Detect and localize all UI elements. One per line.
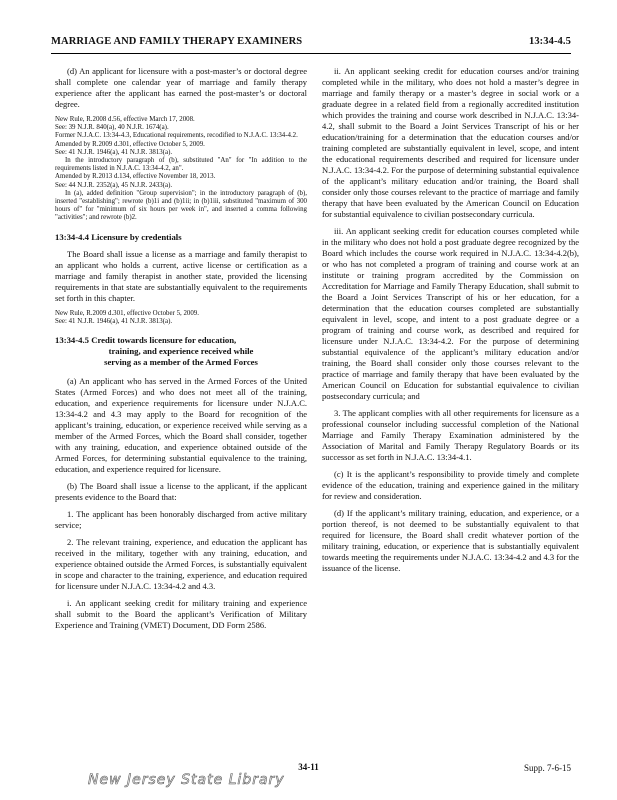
page-number: 34-11 (298, 762, 319, 772)
history-line: See: 41 N.J.R. 1946(a), 41 N.J.R. 3813(a). (55, 317, 173, 325)
heading-line: serving as a member of the Armed Forces (104, 357, 258, 368)
heading-line: 13:34-4.5 Credit towards licensure for education, (55, 335, 237, 346)
item-2-i: i. An applicant seeking credit for military training and experience shall submit to the Board the applicant’s Verification of Military Experience and Training (VMET) Document, DD Form 2586. (55, 598, 307, 631)
history-note-2 (55, 310, 307, 326)
section-heading-4-5 (55, 335, 307, 368)
history-line: See: 39 N.J.R. 840(a), 40 N.J.R. 1674(a). (55, 124, 169, 132)
section-heading-4-4: 13:34-4.4 Licensure by credentials (55, 231, 182, 242)
paragraph-a: (a) An applicant who has served in the Armed Forces of the United States (Armed Forces) and who does not meet all of the training, education, and experience requirements for licensure under N.J.A.C. 13:34-4.2 and 4.3 may apply to the Board for recognition of the applicant’s training, education, or experience received while serving as a member of the Armed Forces, which the Board shall consider, together with any training, education, and experience obtained outside of the Armed Forces, for determining substantial equivalence to the training, education, and experience required for licensure. (55, 376, 307, 475)
history-line: Amended by R.2013 d.134, effective November 18, 2013. (55, 173, 216, 181)
library-watermark: New Jersey State Library (88, 772, 285, 788)
supplement-date: Supp. 7-6-15 (524, 763, 571, 773)
right-column (322, 66, 579, 580)
history-line: In (a), added definition "Group supervision"; in the introductory paragraph of (b), inserted "establishing"; rewrote (b)1i and (b)1ii; in (b)1iii, substituted "maximum of 300 hours of" for "minimum of six hours per week in", and inserted a comma following "activities"; and rewrote (b)2. (55, 189, 307, 222)
paragraph-c: (c) It is the applicant’s responsibility to provide timely and complete evidence of the education, training and experience gained in the military for review and consideration. (322, 469, 579, 501)
history-line: See: 44 N.J.R. 2352(a), 45 N.J.R. 2433(a). (55, 181, 173, 189)
history-line: See: 41 N.J.R. 1946(a), 41 N.J.R. 3813(a). (55, 148, 173, 156)
paragraph-d-2: (d) If the applicant’s military training, education, and experience, or a portion thereof, is not deemed to be substantially equivalent to that required for licensure, the Board shall credit whatever portion of the military training, education, or experience that is substantially equivalent towards meeting the requirements under N.J.A.C. 13:34-4.2 and 4.3 for the issuance of the license. (322, 508, 579, 573)
section-number: 13:34-4.5 (528, 36, 571, 47)
item-3: 3. The applicant complies with all other requirements for licensure as a professional counselor including successful completion of the National Marriage and Family Therapy Examination administered by the Association of Marital and Family Therapy Regulatory Boards or its successor as set forth in N.J.A.C. 13:34-4.1. (322, 408, 579, 462)
header-rule (51, 53, 571, 54)
paragraph-b: (b) The Board shall issue a license to the applicant, if the applicant presents evidence to the Board that: (55, 481, 307, 503)
history-line: New Rule, R.2009 d.301, effective October 5, 2009. (55, 309, 199, 317)
running-title: MARRIAGE AND FAMILY THERAPY EXAMINERS (51, 36, 303, 47)
history-line: Former N.J.A.C. 13:34-4.3, Educational requirements, recodified to N.J.A.C. 13:34-4.2. (55, 132, 298, 140)
paragraph-d: (d) An applicant for licensure with a post-master’s or doctoral degree shall complete one calendar year of marriage and family therapy experience after the applicant has earned the post-master’s or doctoral degree. (55, 66, 307, 109)
item-2-ii: ii. An applicant seeking credit for education courses and/or training completed while in the military, who does not hold a master’s degree in marriage and family therapy or a master’s degree in social work or a graduate degree in a related field from a regionally accredited institution which provides the training and course work described in N.J.A.C. 13:34-4.2, shall submit to the Board a Joint Services Transcript of his or her education/training for a determination that the education courses and/or training completed are substantially equivalent in level, scope, and intent the educational requirements described and required for licensure under N.J.A.C. 13:34-4.2. For the purpose of determining substantial equivalence of the applicant’s military education and/or training, the Board shall consider only those courses relevant to the practice of marriage and family therapy that have been evaluated by the American Council on Education for substantial equivalence to civilian postsecondary curricula. (322, 66, 579, 219)
left-column (55, 66, 307, 637)
history-note-1 (55, 116, 307, 223)
history-line: In the introductory paragraph of (b), substituted "An" for "In addition to the requirements listed in N.J.A.C. 13:34-4.2, an". (55, 157, 307, 173)
section-4-4-text: The Board shall issue a license as a marriage and family therapist to an applicant who holds a current, active license or certification as a marriage and family therapist in another state, provided the licensing requirements in that state are substantially equivalent to the requirements set forth in this chapter. (55, 248, 307, 303)
item-2: 2. The relevant training, experience, and education the applicant has received in the military, together with any training, education, and experience obtained outside the Armed Forces, is substantially equivalent in scope and character to the training, experience, and education required for licensure under N.J.A.C. 13:34-4.2 and 4.3. (55, 537, 307, 592)
history-line: Amended by R.2009 d.301, effective October 5, 2009. (55, 140, 205, 148)
item-1: 1. The applicant has been honorably discharged from active military service; (55, 509, 307, 531)
history-line: New Rule, R.2008 d.56, effective March 17, 2008. (55, 116, 195, 123)
item-2-iii: iii. An applicant seeking credit for education courses completed while in the military who does not hold a post graduate degree recognized by the Board which includes the course work required in N.J.A.C. 13:34-4.2(b), or who has not completed a program of training and course work at an institute or training program accredited by the Commission on Accreditation for Marriage and Family Therapy Education, shall submit to the Board a Joint Services Transcript of his or her education, for a determination that the education courses completed are substantially equivalent in level, scope, and intent to a post graduate degree or a program of training and course work, as described and required for licensure under N.J.A.C. 13:34-4.2. For the purpose of determining substantial equivalence of the applicant’s military education and/or training, the Board shall consider only those courses relevant to the practice of marriage and family therapy that have been evaluated by the American Council on Education for substantial equivalence to civilian postsecondary curricula; and (322, 226, 579, 401)
page-header (51, 34, 571, 52)
heading-line: training, and experience received while (108, 346, 254, 357)
